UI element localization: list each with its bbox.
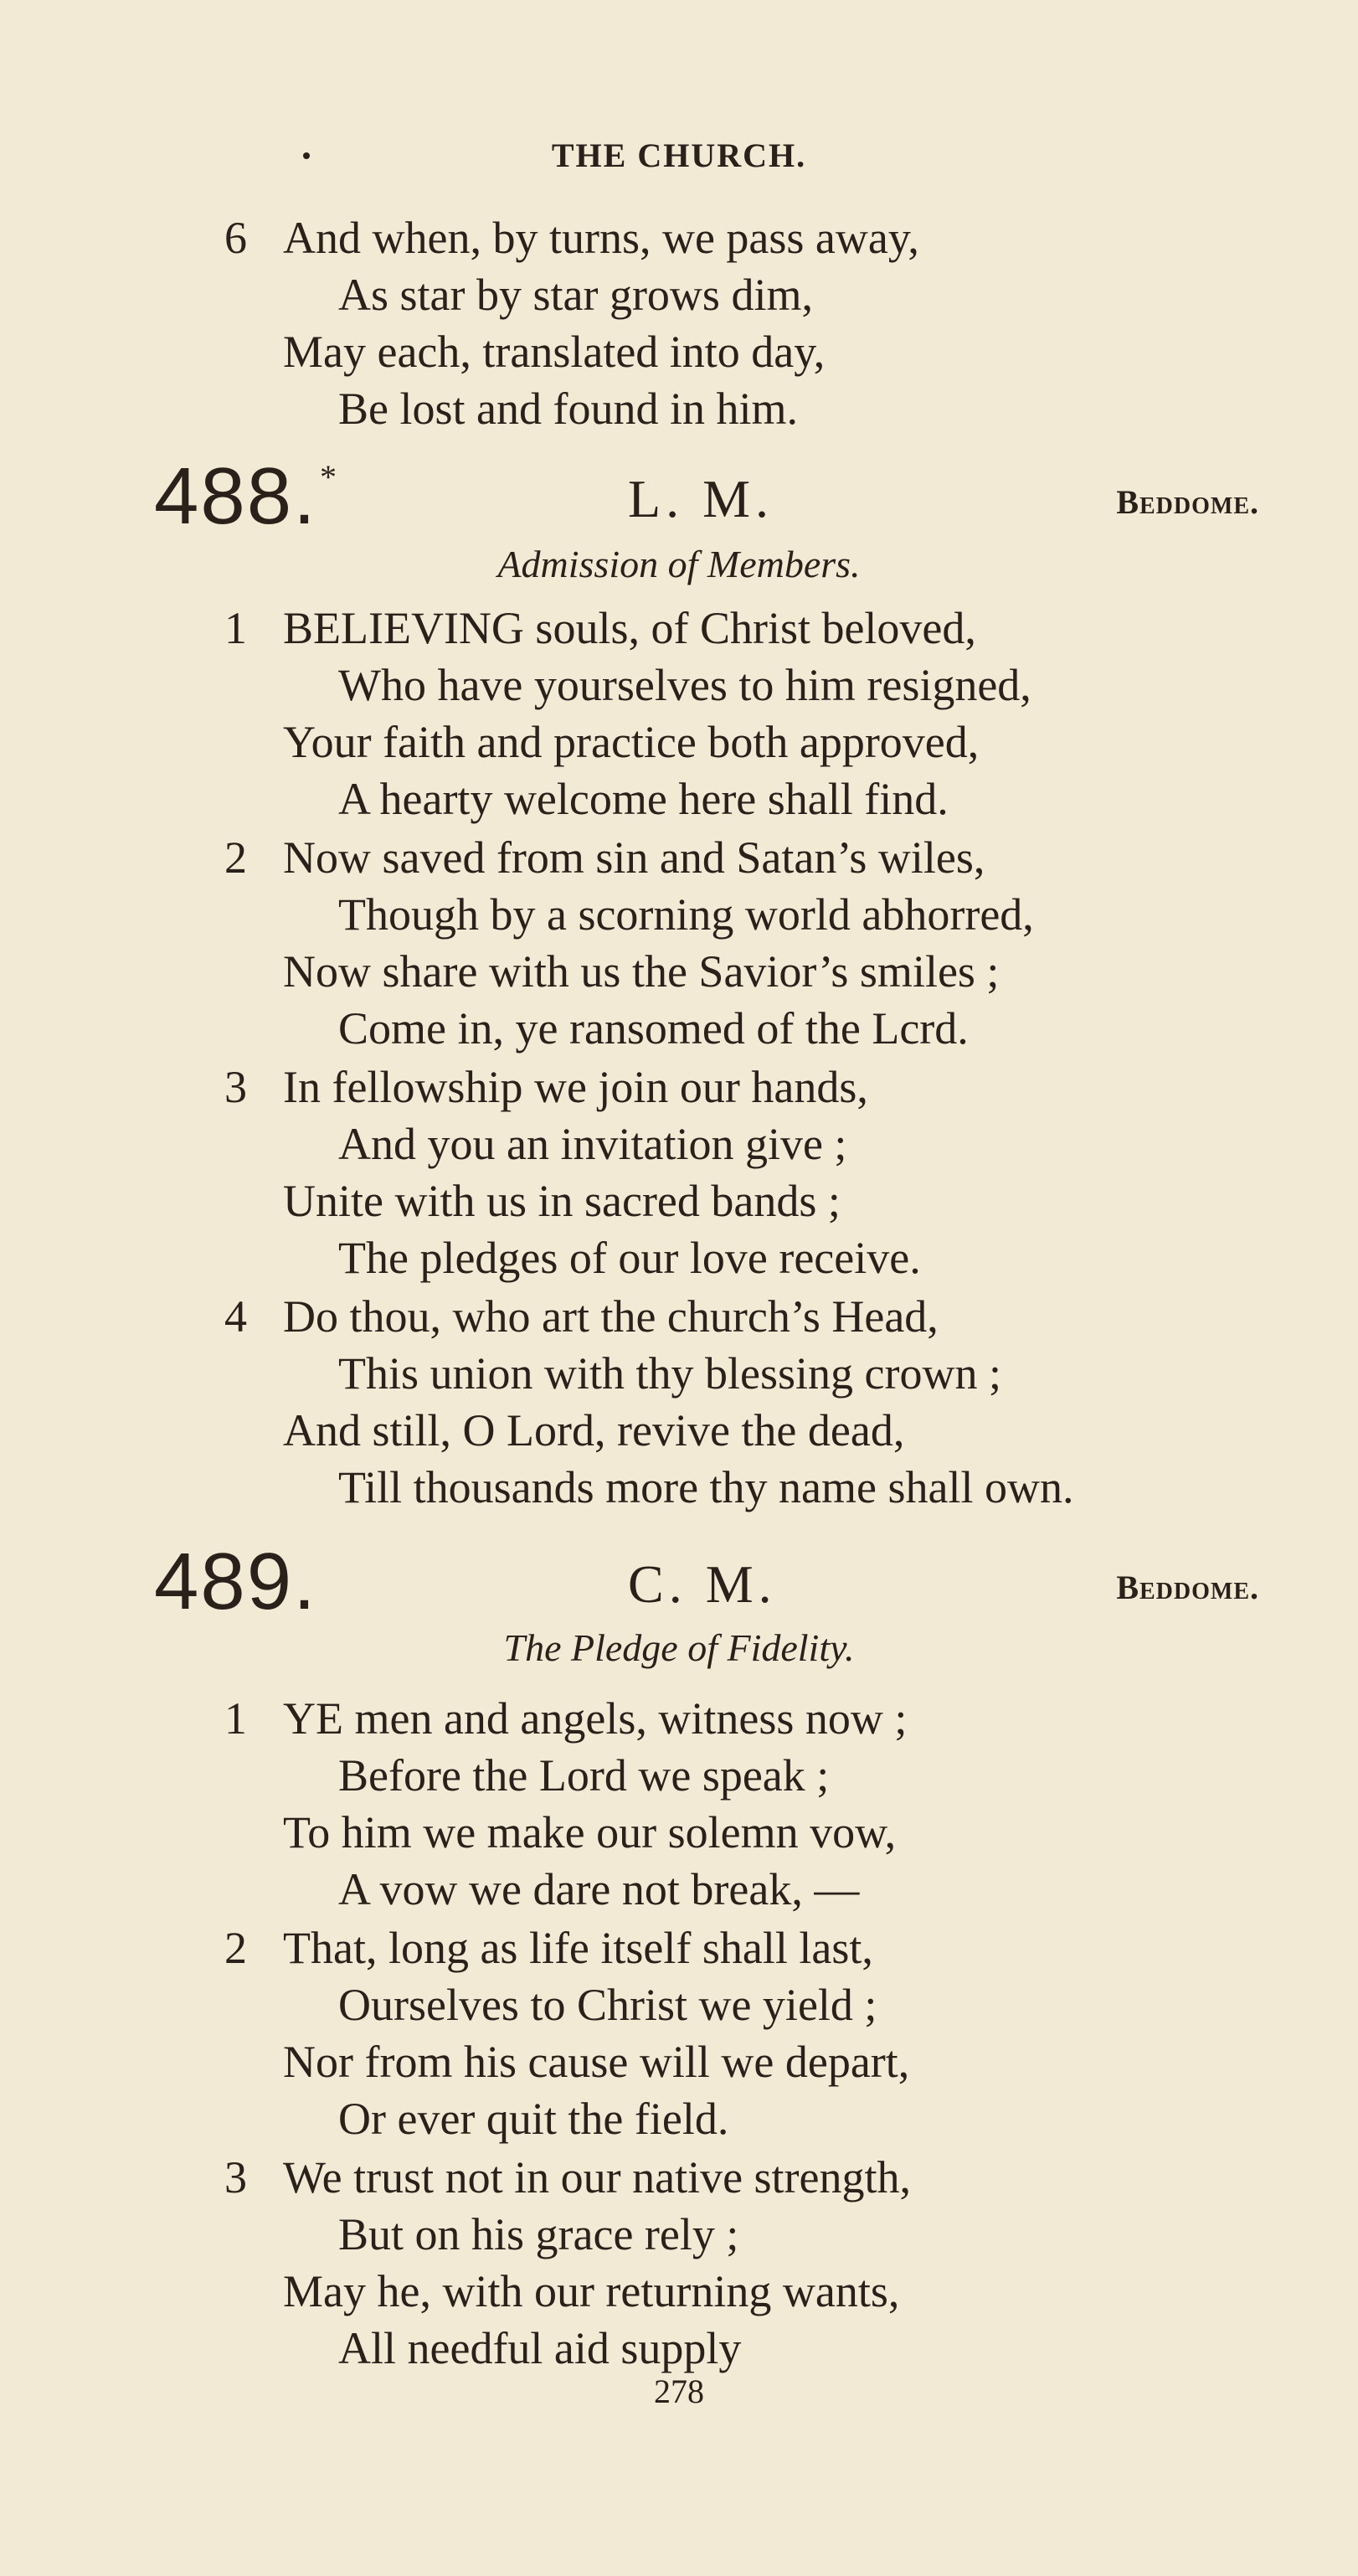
verse-line: Your faith and practice both approved, — [283, 717, 980, 767]
hymn-meter: L. M. — [628, 469, 774, 528]
hymn-489-title: The Pledge of Fidelity. — [503, 1626, 855, 1669]
verse-line: In fellowship we join our hands, — [283, 1062, 868, 1112]
verse-line: May each, translated into day, — [283, 327, 826, 377]
verse-line: And when, by turns, we pass away, — [283, 213, 919, 263]
verse-number: 3 — [224, 2152, 247, 2202]
verse-line: Till thousands more thy name shall own. — [338, 1462, 1074, 1512]
verse-line: And still, O Lord, revive the dead, — [283, 1405, 905, 1455]
verse-number: 4 — [224, 1291, 247, 1342]
verse-line: Be lost and found in him. — [338, 384, 798, 434]
verse-line: This union with thy blessing crown ; — [338, 1348, 1001, 1399]
hymn-author: Beddome. — [1116, 1569, 1259, 1606]
verse-line: YE men and angels, witness now ; — [283, 1693, 908, 1744]
verse-line: Before the Lord we speak ; — [338, 1750, 830, 1801]
verse-line: But on his grace rely ; — [338, 2209, 739, 2259]
hymn-author: Beddome. — [1116, 483, 1259, 521]
verse-line: Now share with us the Savior’s smiles ; — [283, 946, 1000, 997]
page-number: 278 — [654, 2372, 704, 2410]
verse-line: Come in, ye ransomed of the Lcrd. — [338, 1003, 969, 1054]
hymn-number: 488. — [154, 451, 317, 541]
verse-line: We trust not in our native strength, — [283, 2152, 912, 2202]
verse-number: 1 — [224, 603, 247, 653]
verse-line: May he, with our returning wants, — [283, 2266, 900, 2316]
verse-line: BELIEVING souls, of Christ beloved, — [283, 603, 976, 653]
verse-line: Who have yourselves to him resigned, — [338, 660, 1031, 710]
verse-number: 1 — [224, 1693, 247, 1744]
verse-line: Though by a scorning world abhorred, — [338, 889, 1034, 940]
verse-number: 6 — [224, 213, 247, 263]
verse-line: And you an invitation give ; — [338, 1119, 847, 1169]
hymn-meter: C. M. — [628, 1554, 777, 1614]
verse-number: 3 — [224, 1062, 247, 1112]
verse-line: Now saved from sin and Satan’s wiles, — [283, 832, 985, 883]
verse-line: Or ever quit the field. — [338, 2094, 729, 2144]
verse-line: Ourselves to Christ we yield ; — [338, 1980, 877, 2030]
hymn-number: 489. — [154, 1537, 317, 1626]
running-head: THE CHURCH. — [551, 137, 807, 174]
verse-line: All needful aid supply — [338, 2323, 742, 2373]
verse-number: 2 — [224, 832, 247, 883]
verse-line: Nor from his cause will we depart, — [283, 2037, 910, 2087]
hymn-mark: * — [320, 458, 337, 496]
verse-line: As star by star grows dim, — [338, 270, 813, 320]
verse-line: That, long as life itself shall last, — [283, 1923, 873, 1973]
hymn-488-title: Admission of Members. — [497, 543, 861, 585]
verse-line: Unite with us in sacred bands ; — [283, 1176, 841, 1226]
verse-line: Do thou, who art the church’s Head, — [283, 1291, 939, 1342]
hymn-489-header — [0, 1536, 1358, 1628]
verse-line: The pledges of our love receive. — [338, 1233, 921, 1283]
verse-number: 2 — [224, 1923, 247, 1973]
verse-line: A vow we dare not break, — — [338, 1864, 860, 1914]
verse-line: To him we make our solemn vow, — [283, 1807, 897, 1857]
hymn-488-header — [0, 451, 1358, 543]
verse-line: A hearty welcome here shall find. — [338, 774, 949, 824]
